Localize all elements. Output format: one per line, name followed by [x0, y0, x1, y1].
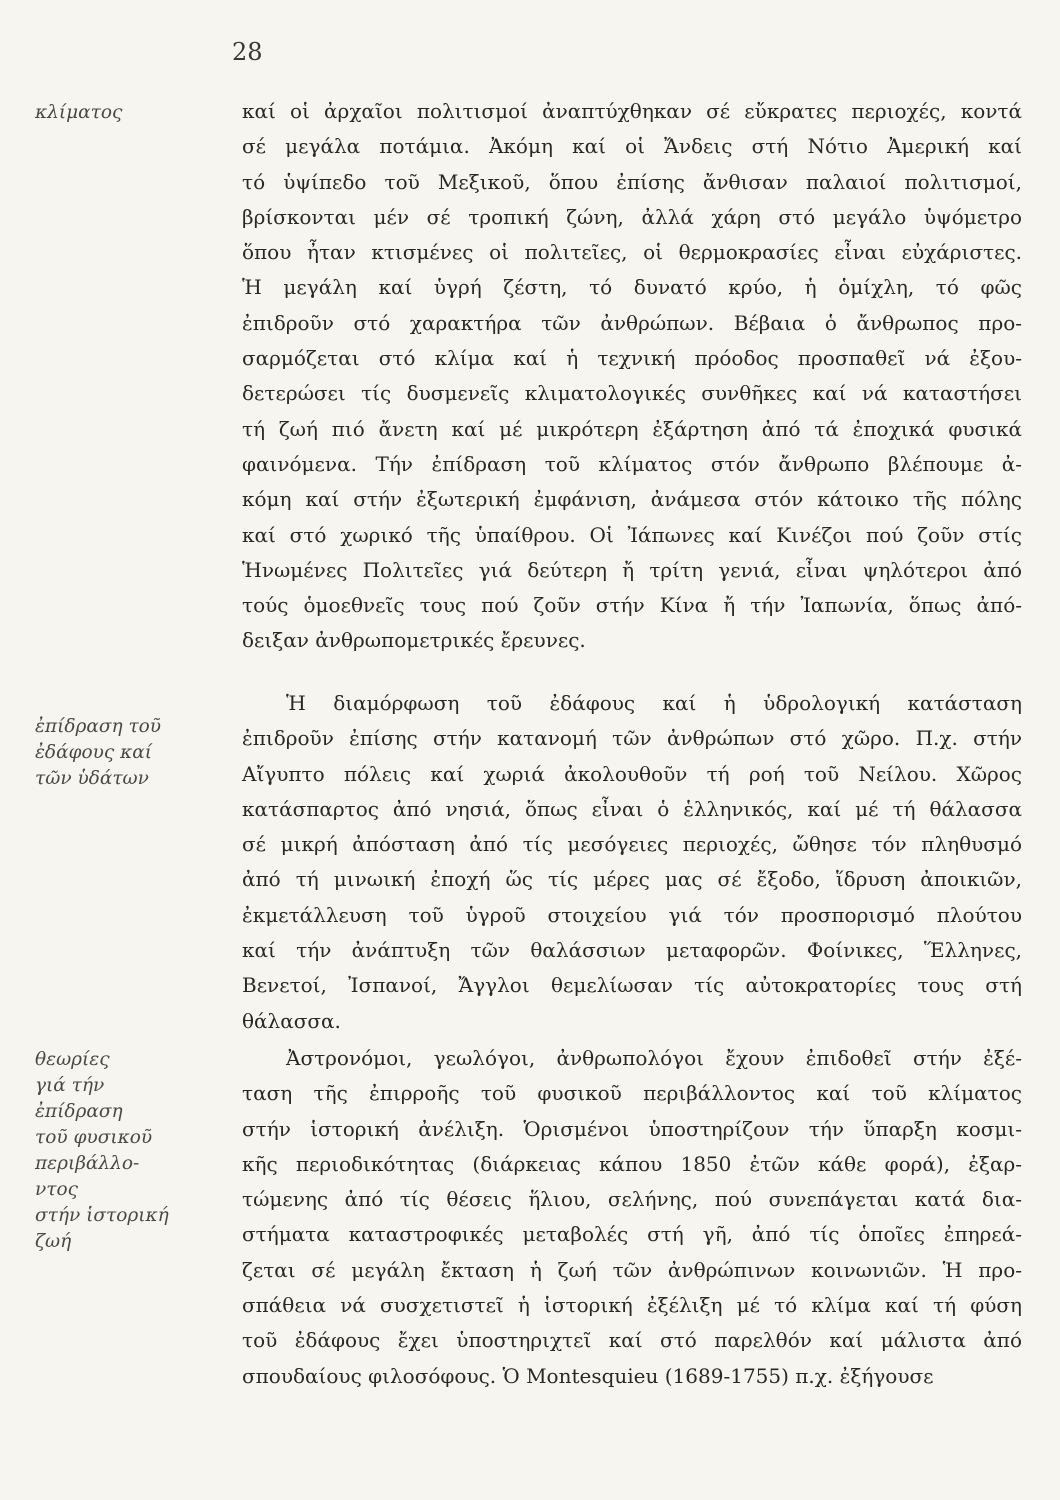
text-line: δειξαν ἀνθρωπομετρικές ἔρευνες.: [242, 628, 586, 653]
margin-note-theories: [35, 1047, 205, 1255]
text-line: καί τήν ἀνάπτυξη τῶν θαλάσσιων μεταφορῶν. Φοίνικες, Ἕλληνες,: [242, 938, 1022, 963]
margin-note-line: στήν ἱστορική: [35, 1205, 169, 1226]
margin-note-line: τοῦ φυσικοῦ: [35, 1127, 153, 1148]
text-line: σπουδαίους φιλοσόφους. Ὁ Montesquieu (1689-1755) π.χ. ἐξήγουσε: [242, 1363, 934, 1388]
margin-note-line: ζωή: [35, 1231, 72, 1252]
margin-note-line: ντος: [35, 1179, 78, 1200]
margin-note-line: ἐπίδραση τοῦ: [35, 716, 162, 737]
text-line: τή ζωή πιό ἄνετη καί μέ μικρότερη ἐξάρτηση ἀπό τά ἐποχικά φυσικά: [242, 416, 1022, 441]
text-line: τώμενης ἀπό τίς θέσεις ἥλιου, σελήνης, πού συνεπάγεται κατά δια-: [242, 1187, 1022, 1212]
text-line: σέ μικρή ἀπόσταση ἀπό τίς μεσόγειες περιοχές, ὤθησε τόν πληθυσμό: [242, 832, 1022, 857]
text-line: ἀπό τή μινωική ἐποχή ὥς τίς μέρες μας σέ ἔξοδο, ἵδρυση ἀποικιῶν,: [242, 867, 1022, 892]
text-line: στήν ἱστορική ἀνέλιξη. Ὁρισμένοι ὑποστηρίζουν τήν ὕπαρξη κοσμι-: [242, 1116, 1022, 1141]
text-line: φαινόμενα. Τήν ἐπίδραση τοῦ κλίματος στόν ἄνθρωπο βλέπουμε ἀ-: [242, 451, 1022, 476]
text-line: καί στό χωρικό τῆς ὑπαίθρου. Οἱ Ἰάπωνες καί Κινέζοι πού ζοῦν στίς: [242, 522, 1022, 547]
text-line: Ἡνωμένες Πολιτεῖες γιά δεύτερη ἤ τρίτη γενιά, εἶναι ψηλότεροι ἀπό: [242, 557, 1022, 582]
text-line: δετερώσει τίς δυσμενεῖς κλιματολογικές συνθῆκες καί νά καταστήσει: [242, 381, 1022, 406]
text-line: Αἴγυπτο πόλεις καί χωριά ἀκολουθοῦν τή ροή τοῦ Νείλου. Χῶρος: [242, 761, 1022, 786]
text-line: σέ μεγάλα ποτάμια. Ἀκόμη καί οἱ Ἄνδεις στή Νότιο Ἀμερική καί: [242, 134, 1022, 159]
margin-note-line: ἐδάφους καί: [35, 742, 153, 763]
margin-note-line: ἐπίδραση: [35, 1101, 123, 1122]
page-number: 28: [232, 38, 263, 66]
margin-note-line: περιβάλλο-: [35, 1153, 140, 1174]
text-line: Ἀστρονόμοι, γεωλόγοι, ἀνθρωπολόγοι ἔχουν ἐπιδοθεῖ στήν ἐξέ-: [286, 1046, 1022, 1070]
paragraph-3: [242, 1041, 1022, 1394]
margin-note-line: γιά τήν: [35, 1075, 105, 1096]
text-line: θάλασσα.: [242, 1008, 341, 1033]
text-line: ζεται σέ μεγάλη ἔκταση ἡ ζωή τῶν ἀνθρώπινων κοινωνιῶν. Ἡ προ-: [242, 1257, 1022, 1282]
text-line: σπάθεια νά συσχετιστεῖ ἡ ἱστορική ἐξέλιξη μέ τό κλίμα καί τή φύση: [242, 1293, 1022, 1318]
text-line: βρίσκονται μέν σέ τροπική ζώνη, ἀλλά χάρη στό μεγάλο ὑψόμετρο: [242, 204, 1022, 229]
text-line: καί οἱ ἀρχαῖοι πολιτισμοί ἀναπτύχθηκαν σέ εὔκρατες περιοχές, κοντά: [242, 99, 1022, 123]
margin-note-line: θεωρίες: [35, 1049, 110, 1070]
margin-note-soil-water: [35, 714, 205, 792]
text-line: Ἡ μεγάλη καί ὑγρή ζέστη, τό δυνατό κρύο, ἡ ὁμίχλη, τό φῶς: [242, 275, 1022, 300]
margin-note-line: κλίματος: [35, 102, 123, 123]
text-line: κῆς περιοδικότητας (διάρκειας κάπου 1850 ἐτῶν κάθε φορά), ἐξαρ-: [242, 1151, 1022, 1176]
paragraph-1: [242, 94, 1022, 659]
text-line: στήματα καταστροφικές μεταβολές στή γῆ, ἀπό τίς ὁποῖες ἐπηρεά-: [242, 1222, 1022, 1247]
text-line: ἐκμετάλλευση τοῦ ὑγροῦ στοιχείου γιά τόν προσπορισμό πλούτου: [242, 902, 1022, 927]
text-line: σαρμόζεται στό κλίμα καί ἡ τεχνική πρόοδος προσπαθεῖ νά ἐξου-: [242, 346, 1022, 371]
text-line: Ἡ διαμόρφωση τοῦ ἐδάφους καί ἡ ὑδρολογική κατάσταση: [286, 691, 1022, 715]
text-line: ἐπιδροῦν στό χαρακτήρα τῶν ἀνθρώπων. Βέβαια ὁ ἄνθρωπος προ-: [242, 310, 1022, 335]
paragraph-2: [242, 686, 1022, 1039]
margin-note-climate: [35, 100, 205, 126]
text-line: τό ὑψίπεδο τοῦ Μεξικοῦ, ὅπου ἐπίσης ἄνθισαν παλαιοί πολιτισμοί,: [242, 169, 1022, 194]
text-line: ὅπου ἦταν κτισμένες οἱ πολιτεῖες, οἱ θερμοκρασίες εἶναι εὐχάριστες.: [242, 240, 1022, 265]
text-line: Βενετοί, Ἰσπανοί, Ἄγγλοι θεμελίωσαν τίς αὐτοκρατορίες τους στή: [242, 973, 1022, 998]
text-line: κατάσπαρτος ἀπό νησιά, ὅπως εἶναι ὁ ἑλληνικός, καί μέ τή θάλασσα: [242, 796, 1022, 821]
text-line: ταση τῆς ἐπιρροῆς τοῦ φυσικοῦ περιβάλλοντος καί τοῦ κλίματος: [242, 1081, 1022, 1106]
margin-note-line: τῶν ὑδάτων: [35, 768, 149, 789]
text-line: τούς ὁμοεθνεῖς τους πού ζοῦν στήν Κίνα ἤ τήν Ἰαπωνία, ὅπως ἀπό-: [242, 593, 1022, 618]
text-line: τοῦ ἐδάφους ἔχει ὑποστηριχτεῖ καί στό παρελθόν καί μάλιστα ἀπό: [242, 1328, 1022, 1353]
text-line: ἐπιδροῦν ἐπίσης στήν κατανομή τῶν ἀνθρώπων στό χῶρο. Π.χ. στήν: [242, 726, 1022, 751]
text-line: κόμη καί στήν ἐξωτερική ἐμφάνιση, ἀνάμεσα στόν κάτοικο τῆς πόλης: [242, 487, 1022, 512]
